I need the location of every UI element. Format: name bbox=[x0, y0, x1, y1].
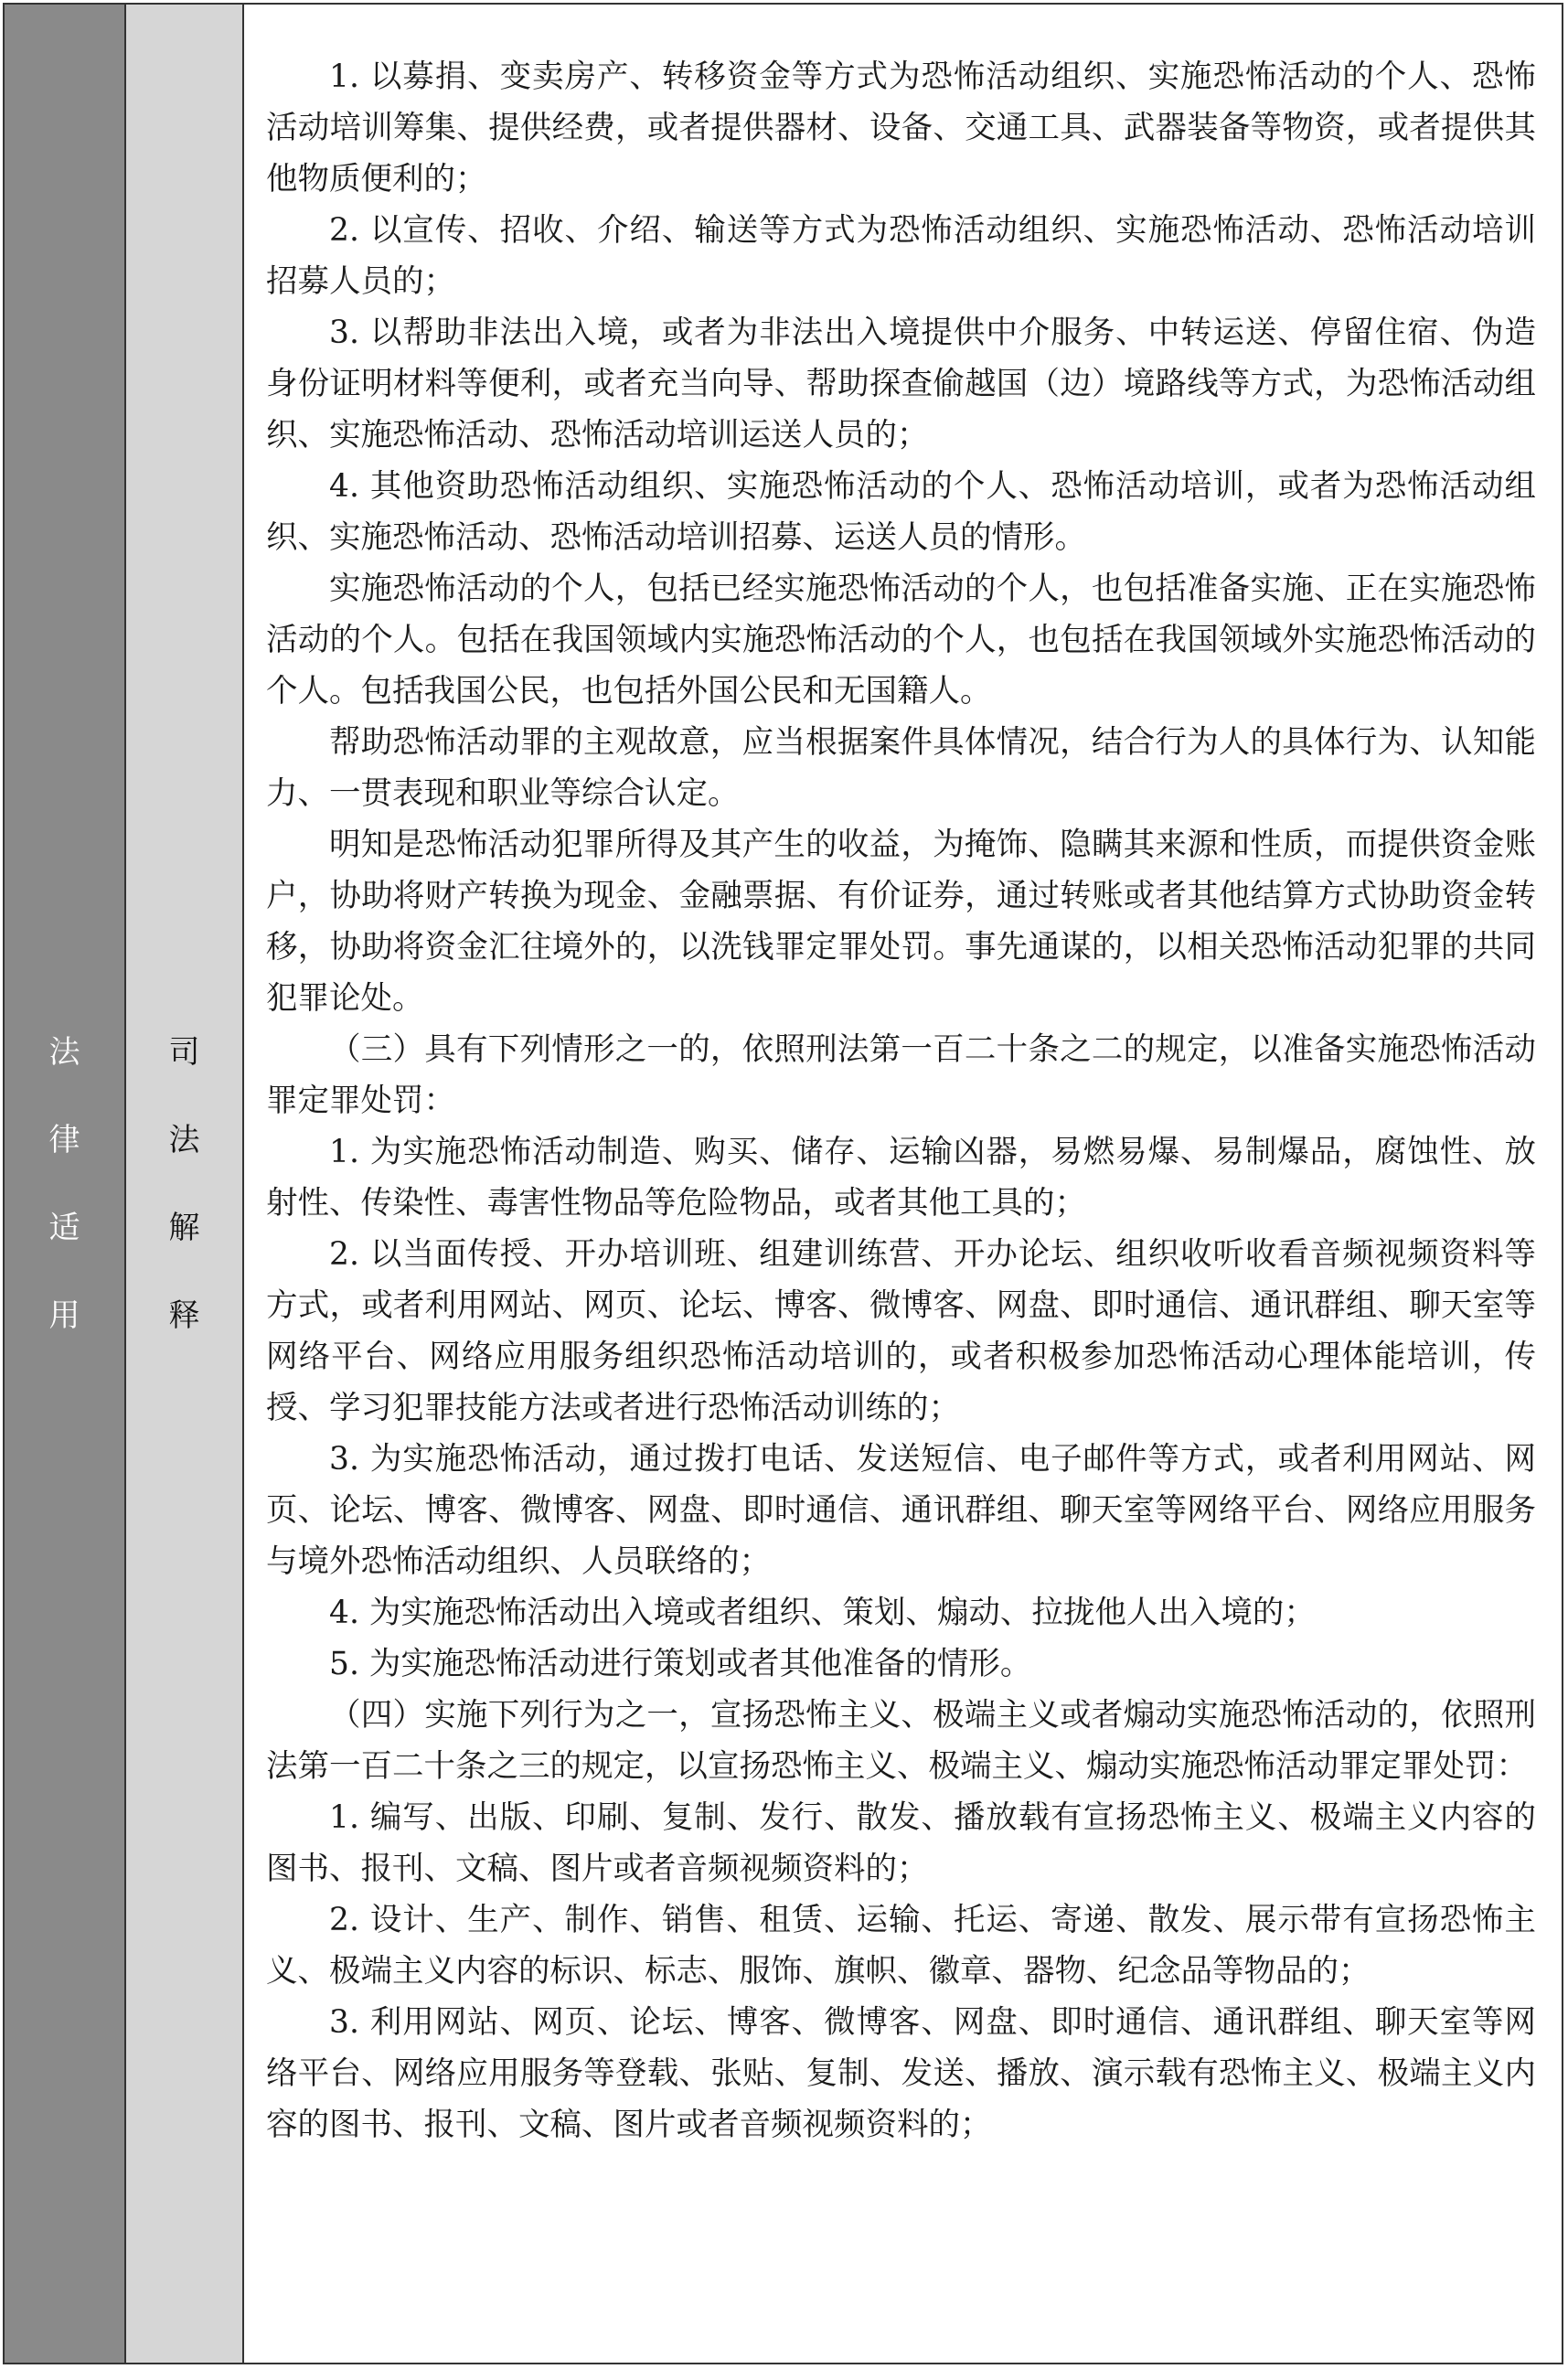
paragraph: 2. 设计、生产、制作、销售、租赁、运输、托运、寄递、散发、展示带有宣扬恐怖主义、极端主义内容的标识、标志、服饰、旗帜、徽章、器物、纪念品等物品的； bbox=[266, 1902, 1536, 1990]
paragraph: 3. 为实施恐怖活动，通过拨打电话、发送短信、电子邮件等方式，或者利用网站、网页、论坛、博客、微博客、网盘、即时通信、通讯群组、聊天室等网络平台、网络应用服务与境外恐怖活动组织、人员联络的； bbox=[266, 1441, 1536, 1580]
body-text-column bbox=[244, 5, 1562, 2363]
paragraph: 1. 为实施恐怖活动制造、购买、储存、运输凶器，易燃易爆、易制爆品，腐蚀性、放射性、传染性、毒害性物品等危险物品，或者其他工具的； bbox=[266, 1134, 1536, 1222]
paragraph: 明知是恐怖活动犯罪所得及其产生的收益，为掩饰、隐瞒其来源和性质，而提供资金账户，协助将财产转换为现金、金融票据、有价证券，通过转账或者其他结算方式协助资金转移，协助将资金汇往境外的，以洗钱罪定罪处罚。事先通谋的，以相关恐怖活动犯罪的共同犯罪论处。 bbox=[266, 827, 1536, 1017]
secondary-label-char: 司 bbox=[168, 1033, 200, 1071]
secondary-category-column bbox=[126, 5, 244, 2363]
paragraph: 帮助恐怖活动罪的主观故意，应当根据案件具体情况，结合行为人的具体行为、认知能力、一贯表现和职业等综合认定。 bbox=[266, 724, 1536, 812]
paragraph: （四）实施下列行为之一，宣扬恐怖主义、极端主义或者煽动实施恐怖活动的，依照刑法第一百二十条之三的规定，以宣扬恐怖主义、极端主义、煽动实施恐怖活动罪定罪处罚： bbox=[266, 1697, 1536, 1785]
paragraph: 4. 其他资助恐怖活动组织、实施恐怖活动的个人、恐怖活动培训，或者为恐怖活动组织、实施恐怖活动、恐怖活动培训招募、运送人员的情形。 bbox=[266, 468, 1536, 556]
secondary-category-label bbox=[169, 1008, 200, 1360]
primary-category-column bbox=[5, 5, 126, 2363]
page-table bbox=[3, 3, 1563, 2364]
secondary-label-char: 法 bbox=[168, 1121, 200, 1158]
paragraph: 1. 编写、出版、印刷、复制、发行、散发、播放载有宣扬恐怖主义、极端主义内容的图书、报刊、文稿、图片或者音频视频资料的； bbox=[266, 1799, 1536, 1887]
paragraph: 2. 以宣传、招收、介绍、输送等方式为恐怖活动组织、实施恐怖活动、恐怖活动培训招募人员的； bbox=[266, 212, 1536, 300]
primary-category-label bbox=[49, 1008, 80, 1360]
paragraph: （三）具有下列情形之一的，依照刑法第一百二十条之二的规定，以准备实施恐怖活动罪定罪处罚： bbox=[266, 1031, 1536, 1119]
primary-label-char: 用 bbox=[48, 1297, 80, 1334]
primary-label-char: 律 bbox=[48, 1121, 80, 1158]
primary-label-char: 适 bbox=[48, 1209, 80, 1246]
secondary-label-char: 释 bbox=[168, 1297, 200, 1334]
primary-label-char: 法 bbox=[48, 1033, 80, 1071]
paragraph: 3. 利用网站、网页、论坛、博客、微博客、网盘、即时通信、通讯群组、聊天室等网络平台、网络应用服务等登载、张贴、复制、发送、播放、演示载有恐怖主义、极端主义内容的图书、报刊、文稿、图片或者音频视频资料的； bbox=[266, 2004, 1536, 2143]
paragraph: 5. 为实施恐怖活动进行策划或者其他准备的情形。 bbox=[329, 1646, 1032, 1682]
paragraph: 3. 以帮助非法出入境，或者为非法出入境提供中介服务、中转运送、停留住宿、伪造身份证明材料等便利，或者充当向导、帮助探查偷越国（边）境路线等方式，为恐怖活动组织、实施恐怖活动、恐怖活动培训运送人员的； bbox=[266, 315, 1536, 454]
paragraph: 实施恐怖活动的个人，包括已经实施恐怖活动的个人，也包括准备实施、正在实施恐怖活动的个人。包括在我国领域内实施恐怖活动的个人，也包括在我国领域外实施恐怖活动的个人。包括我国公民，也包括外国公民和无国籍人。 bbox=[266, 571, 1536, 710]
paragraph: 4. 为实施恐怖活动出入境或者组织、策划、煽动、拉拢他人出入境的； bbox=[329, 1595, 1316, 1631]
secondary-label-char: 解 bbox=[168, 1209, 200, 1246]
paragraph: 1. 以募捐、变卖房产、转移资金等方式为恐怖活动组织、实施恐怖活动的个人、恐怖活动培训筹集、提供经费，或者提供器材、设备、交通工具、武器装备等物资，或者提供其他物质便利的； bbox=[266, 59, 1536, 197]
paragraph: 2. 以当面传授、开办培训班、组建训练营、开办论坛、组织收听收看音频视频资料等方式，或者利用网站、网页、论坛、博客、微博客、网盘、即时通信、通讯群组、聊天室等网络平台、网络应用服务组织恐怖活动培训的，或者积极参加恐怖活动心理体能培训，传授、学习犯罪技能方法或者进行恐怖活动训练的； bbox=[266, 1236, 1536, 1426]
